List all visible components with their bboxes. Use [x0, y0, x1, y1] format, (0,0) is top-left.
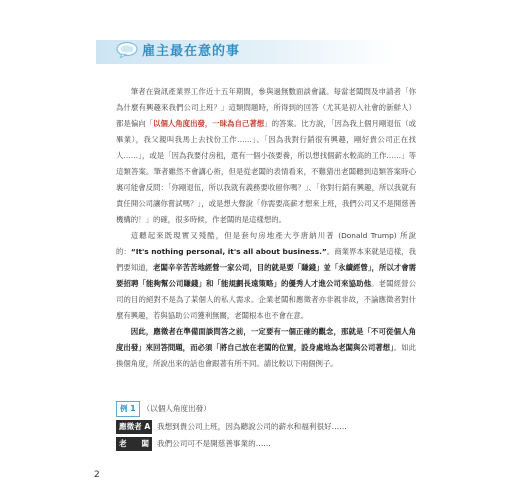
dialog-text: 我們公司可不是開慈善事業的…… — [157, 439, 271, 448]
speaker-role: 老 闆 — [116, 437, 152, 451]
paragraph-1 — [116, 84, 416, 228]
section-banner — [96, 40, 394, 64]
example-header — [116, 401, 211, 415]
text-segment: 。商業界本來就是這樣，我們要知道， — [116, 247, 416, 272]
section-title: 雇主最在意的事 — [142, 44, 241, 59]
text-segment: “It's nothing personal, it's all about business.” — [130, 247, 327, 256]
body-text — [116, 84, 416, 372]
paragraph-3 — [116, 324, 416, 372]
page-number: 2 — [94, 470, 100, 480]
dialog-row — [116, 420, 347, 434]
paragraph-2 — [116, 228, 416, 324]
text-segment: 以個人角度出發，一昧為自己著想 — [153, 119, 265, 128]
speech-bubble-icon — [116, 42, 138, 58]
example-badge: 例 1 — [116, 401, 140, 417]
text-segment: 這聽起來既現實又殘酷，但是套句房地產大亨唐納川普 (Donald Trump) 所說的： — [116, 231, 416, 256]
text-segment: 老闆辛辛苦苦地經營一家公司，目的就是要「賺錢」並「永續經營」，所以才會需要招聘「能夠幫公司賺錢」和「能規劃長遠策略」的優秀人才進公司來協助他 — [116, 263, 416, 288]
dialog-row — [116, 437, 271, 451]
text-segment: 因此，應徵者在準備面談問答之前，一定要有一個正確的觀念，那就是「不可從個人角度出發」來回答問題，而必須「將自己放在老闆的位置，設身處地為老闆與公司著想」 — [116, 327, 416, 352]
dialog-text: 我想到貴公司上班，因為聽說公司的薪水和福利很好…… — [157, 422, 347, 431]
text-segment: 筆者在資訊產業界工作近十五年期間，參與過無數面談會議。每當老闆問及申請者「你為什麼有興趣來我們公司上班？」這類問題時，所得到的回答（尤其是初入社會的新鮮人）都是偏向「 — [116, 87, 416, 128]
text-segment: 。老闆經營公司的目的絕對不是為了某個人的私人需求。企業老闆和應徵者亦非親非故，不論應徵者對什麼有興趣，若與協助公司獲利無關，老闆根本也不會在意。 — [116, 279, 416, 320]
speaker-role: 應徵者 A — [116, 420, 152, 434]
example-label: （以個人角度出發） — [142, 404, 211, 413]
text-segment: 」的答案。比方說，「因為我上個月剛退伍（或畢業），我父親叫我馬上去找份工作……」、「因為我對行銷很有興趣，剛好貴公司正在找人……」，或是「因為我要付房租，還有一個小孩要養，所以想找個薪水較高的工作……」等這類答案。筆者雖然不會講心術，但是從老闆的表情看來，不難猜出老闆聽到這類答案時心裏可能會反問：「你剛退伍，所以我就有義務要收留你嗎？」、「你對行銷有興趣，所以我就有責任開公司讓你嘗試嗎？」，或是想大聲說「你需要高薪才想來上班，我們公司又不是開慈善機構的！」的確，很多時候，作老闆的是這樣想的。 — [116, 119, 416, 224]
text-segment: 。如此換個角度，所說出來的話也會跟著有所不同。請比較以下兩個例子。 — [116, 343, 416, 368]
